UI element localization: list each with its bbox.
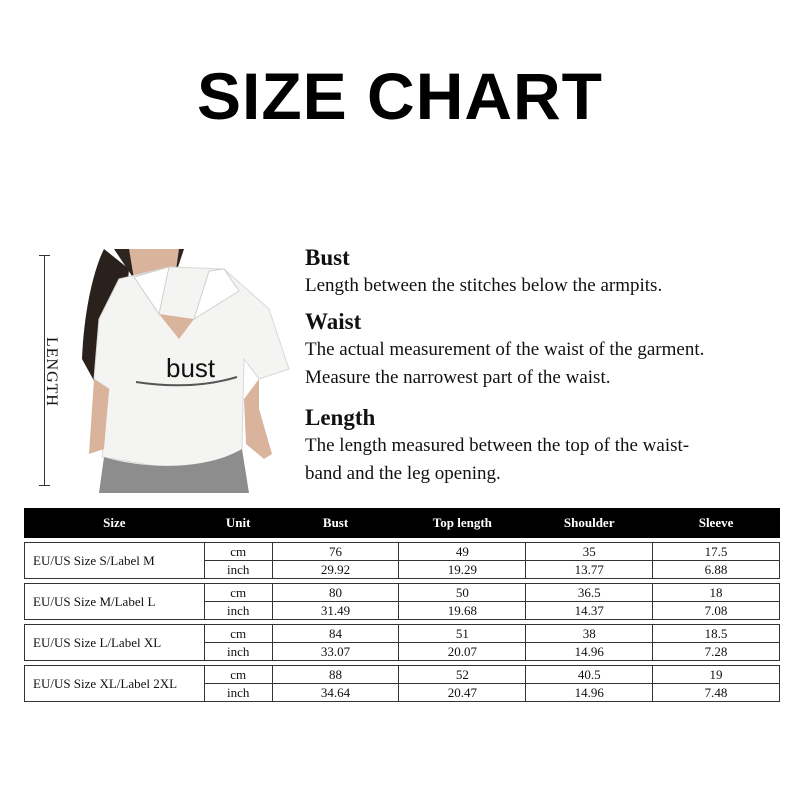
value-cell: 35 <box>526 543 653 561</box>
header-bust: Bust <box>272 509 399 538</box>
length-label: LENGTH <box>43 337 60 407</box>
dimension-cap-bottom <box>39 485 50 486</box>
value-cell: 38 <box>526 625 653 643</box>
table-row <box>25 584 780 602</box>
value-cell: 7.48 <box>653 684 780 702</box>
header-size: Size <box>25 509 205 538</box>
value-cell: 29.92 <box>272 561 399 579</box>
value-cell: 34.64 <box>272 684 399 702</box>
value-cell: 49 <box>399 543 526 561</box>
desc-line: Measure the narrowest part of the waist. <box>305 367 611 388</box>
desc-heading: Bust <box>305 245 350 270</box>
desc-heading: Waist <box>305 309 362 334</box>
unit-cell: inch <box>204 643 272 661</box>
table-header-row <box>25 509 780 538</box>
value-cell: 18 <box>653 584 780 602</box>
header-shoulder: Shoulder <box>526 509 653 538</box>
value-cell: 19.29 <box>399 561 526 579</box>
size-table <box>24 508 780 702</box>
value-cell: 36.5 <box>526 584 653 602</box>
value-cell: 7.08 <box>653 602 780 620</box>
unit-cell: cm <box>204 666 272 684</box>
desc-line: Length between the stitches below the armpits. <box>305 275 663 296</box>
desc-line: The actual measurement of the waist of the garment. <box>305 339 705 360</box>
garment-figure <box>18 245 298 495</box>
value-cell: 13.77 <box>526 561 653 579</box>
table-row <box>25 543 780 561</box>
value-cell: 19 <box>653 666 780 684</box>
value-cell: 31.49 <box>272 602 399 620</box>
value-cell: 52 <box>399 666 526 684</box>
value-cell: 80 <box>272 584 399 602</box>
dimension-cap-top <box>39 255 50 256</box>
unit-cell: cm <box>204 625 272 643</box>
value-cell: 6.88 <box>653 561 780 579</box>
value-cell: 84 <box>272 625 399 643</box>
size-cell: EU/US Size S/Label M <box>25 543 205 579</box>
bust-tag: bust <box>166 353 216 383</box>
unit-cell: cm <box>204 543 272 561</box>
desc-bust <box>305 244 795 300</box>
unit-cell: inch <box>204 602 272 620</box>
value-cell: 7.28 <box>653 643 780 661</box>
value-cell: 33.07 <box>272 643 399 661</box>
desc-length <box>305 404 795 488</box>
measurement-descriptions <box>305 244 795 496</box>
value-cell: 19.68 <box>399 602 526 620</box>
size-cell: EU/US Size L/Label XL <box>25 625 205 661</box>
value-cell: 17.5 <box>653 543 780 561</box>
header-sleeve: Sleeve <box>653 509 780 538</box>
value-cell: 14.37 <box>526 602 653 620</box>
desc-line: The length measured between the top of the waist- <box>305 435 690 456</box>
desc-waist <box>305 308 795 392</box>
desc-line: band and the leg opening. <box>305 463 501 484</box>
unit-cell: cm <box>204 584 272 602</box>
value-cell: 20.07 <box>399 643 526 661</box>
value-cell: 51 <box>399 625 526 643</box>
header-top-length: Top length <box>399 509 526 538</box>
table-row <box>25 666 780 684</box>
value-cell: 20.47 <box>399 684 526 702</box>
value-cell: 18.5 <box>653 625 780 643</box>
unit-cell: inch <box>204 561 272 579</box>
value-cell: 14.96 <box>526 643 653 661</box>
value-cell: 76 <box>272 543 399 561</box>
page-title: SIZE CHART <box>197 59 603 133</box>
header-unit: Unit <box>204 509 272 538</box>
value-cell: 40.5 <box>526 666 653 684</box>
size-cell: EU/US Size M/Label L <box>25 584 205 620</box>
unit-cell: inch <box>204 684 272 702</box>
size-cell: EU/US Size XL/Label 2XL <box>25 666 205 702</box>
table-row <box>25 625 780 643</box>
value-cell: 88 <box>272 666 399 684</box>
value-cell: 14.96 <box>526 684 653 702</box>
desc-heading: Length <box>305 405 376 430</box>
value-cell: 50 <box>399 584 526 602</box>
